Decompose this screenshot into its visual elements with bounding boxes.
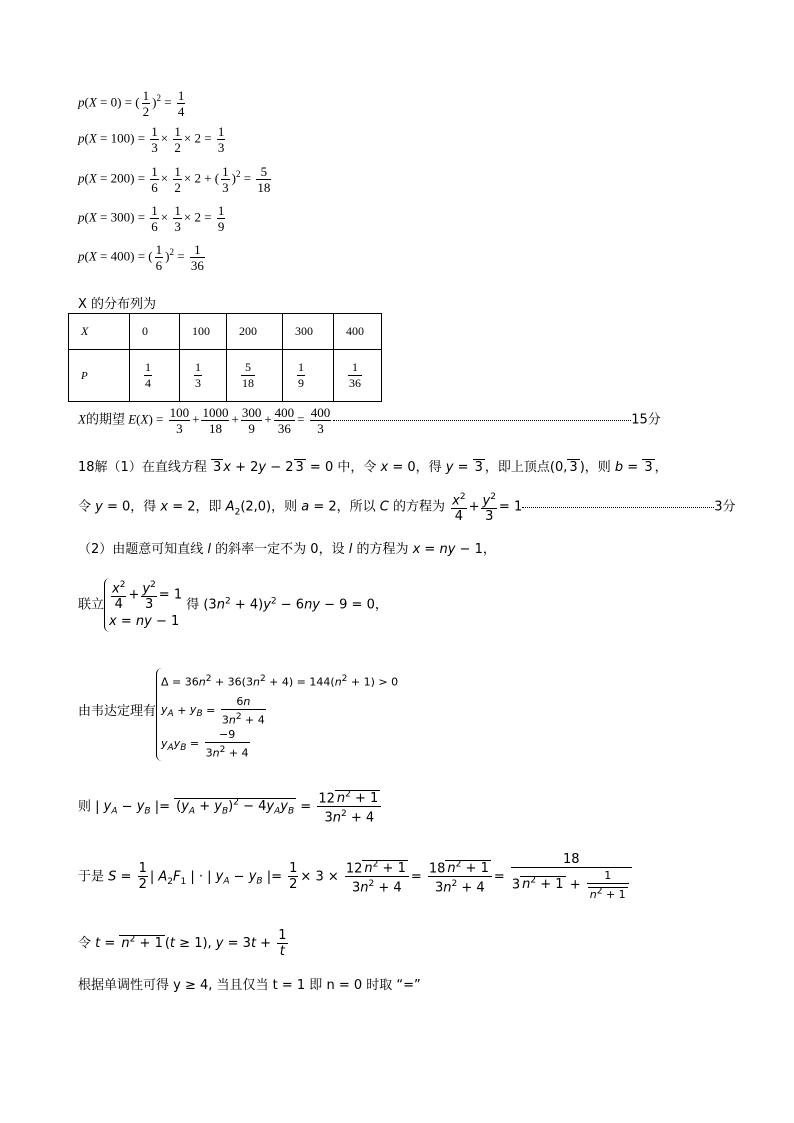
substitution-line: 令 $t = n^2 + 1$ (t ≥ 1), y = 3t + $\frac{1}{t}$ — [78, 928, 287, 959]
table-cell: $\frac{1}{9}$ — [283, 350, 334, 402]
prob-line-4: p(X = 400) = ( $\frac{1}{6}$ )$^2$ = $\frac{1}{36}$ — [78, 242, 204, 273]
table-cell: 0 — [130, 314, 180, 350]
area-line: 于是 S = $\frac{1}{2}$ | $A_2F_1$ | · | $y_A - y_B$ |= $\frac{1}{2}$ × 3 × $\frac{12 n^2 + 1}{3n^2 + 4}$ = $\frac{18 n^2 + 1}{3n^2 + 4}$ = 18 3 $n^2 + 1$ + $\frac{1}{n^2 + 1}$ — [78, 852, 634, 902]
distribution-table — [68, 313, 382, 402]
diff-line: 则 | $y_A - y_B$ |= $(y_A + y_B)^2 - 4y_Ay_B$ = $\frac{12 n^2 + 1}{3n^2 + 4}$ — [78, 788, 383, 826]
table-cell: P — [69, 350, 130, 402]
expectation-line: X的期望 E(X) = $\frac{100}{3}$ + $\frac{1000}{18}$ + $\frac{300}{9}$ + $\frac{400}{36}$ = $\frac{400}{3}$ 15分 — [78, 405, 661, 436]
table-cell: $\frac{5}{18}$ — [227, 350, 283, 402]
table-cell: $\frac{1}{3}$ — [180, 350, 227, 402]
table-cell: $\frac{1}{4}$ — [130, 350, 180, 402]
dist-heading: X 的分布列为 — [78, 297, 157, 312]
table-cell: 200 — [227, 314, 283, 350]
prob-line-2: p(X = 200) = $\frac{1}{6}$ × $\frac{1}{2}$ × 2 + ( $\frac{1}{3}$ )$^2$ = $\frac{5}{18}$ — [78, 164, 271, 195]
table-cell: 400 — [334, 314, 382, 350]
q18-part2: （2）由题意可知直线 l 的斜率一定不为 0，设 l 的方程为 x = ny − 1， — [78, 542, 496, 557]
table-cell: 300 — [283, 314, 334, 350]
table-cell: 100 — [180, 314, 227, 350]
vieta-line: 由韦达定理有 $\Delta = 36n^2 + 36(3n^2 + 4) = 144(n^2 + 1) > 0$ $y_A + y_B$ = $\frac{6n}{3n^2 + 4}$ $y_Ay_B$ = $\frac{-9}{3n^2 + 4}$ — [78, 668, 398, 761]
prob-line-1: p(X = 100) = $\frac{1}{3}$ × $\frac{1}{2}$ × 2 = $\frac{1}{3}$ — [78, 124, 225, 155]
prob-line-3: p(X = 300) = $\frac{1}{6}$ × $\frac{1}{3}$ × 2 = $\frac{1}{9}$ — [78, 203, 225, 234]
q18-line-1: 18解（1）在直线方程 3 x + 2y − 2 3 = 0 中，令 x = 0，得 y = 3 ，即上顶点(0, 3 )，则 b = 3 ， — [78, 460, 668, 475]
score-label: 3分 — [714, 499, 736, 515]
conclusion-line: 根据单调性可得 y ≥ 4, 当且仅当 t = 1 即 n = 0 时取 “=” — [78, 978, 421, 993]
table-cell: $\frac{1}{36}$ — [334, 350, 382, 402]
system-line: 联立 $\frac{x^2}{4}$ + $\frac{y^2}{3}$ = 1 x = ny − 1 得 $(3n^2 + 4)y^2 - 6ny - 9 = 0$， — [78, 578, 388, 632]
table-cell: X — [69, 314, 130, 350]
score-label: 15分 — [631, 412, 661, 428]
q18-line-2: 令 y = 0，得 x = 2，即 $A_2(2,0)$，则 a = 2，所以 C 的方程为 $\frac{x^2}{4}$ + $\frac{y^2}{3}$ = 1 3分 — [78, 492, 736, 525]
prob-line-0: p(X = 0) = ( $\frac{1}{2}$ )$^2$ = $\frac{1}{4}$ — [78, 88, 185, 119]
